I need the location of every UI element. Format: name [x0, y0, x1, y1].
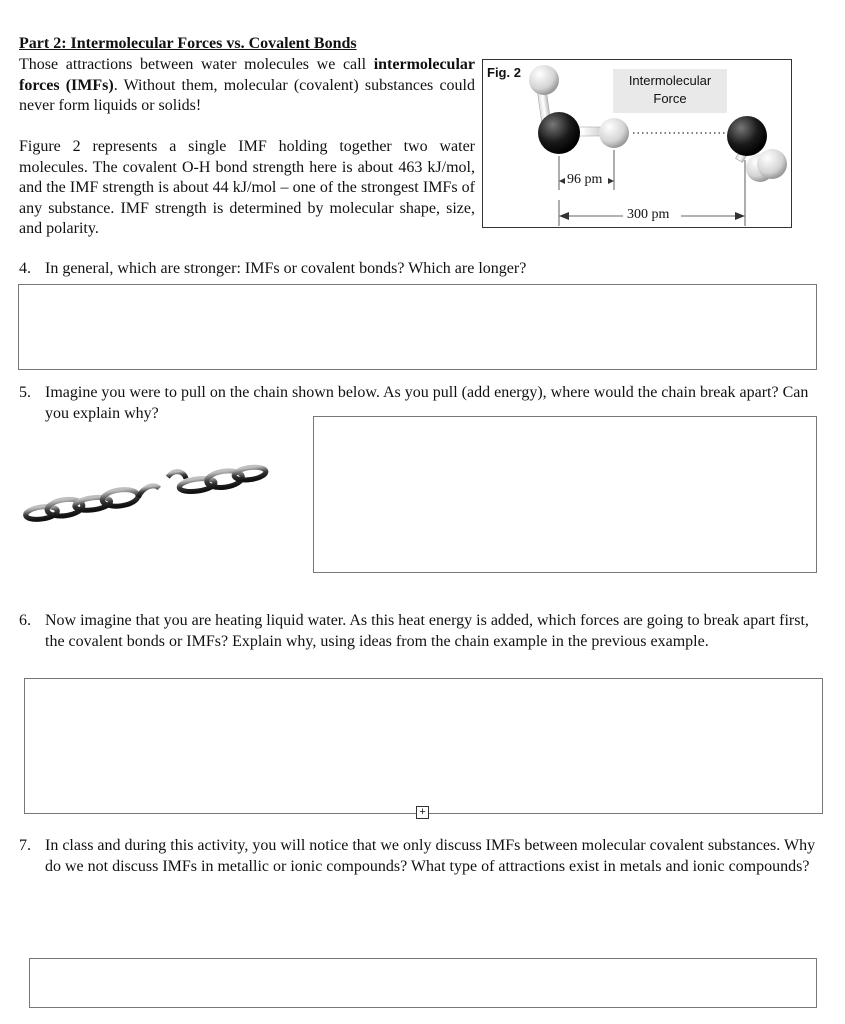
- intro-paragraph: [19, 55, 475, 117]
- arrow-right-icon: [608, 178, 614, 184]
- broken-link-right: [167, 471, 186, 482]
- question-number: 5.: [19, 384, 31, 401]
- move-anchor-icon[interactable]: +: [416, 806, 429, 819]
- arrow-300-right-icon: [735, 212, 745, 220]
- answer-box-q6[interactable]: [24, 678, 823, 814]
- question-number: 4.: [19, 260, 31, 277]
- chain-link: [233, 465, 266, 481]
- bond-length-label: 96 pm: [567, 172, 603, 187]
- answer-box-q4[interactable]: [18, 284, 817, 370]
- intro-text-end: . Without them, molecular (covalent) substances could never form liquids or solids!: [19, 76, 475, 114]
- distance-label: 300 pm: [627, 207, 670, 222]
- arrow-300-left-icon: [559, 212, 569, 220]
- broken-link-left: [137, 485, 160, 497]
- question-text: In class and during this activity, you will notice that we only discuss IMFs between molecular covalent substances. Why do we not discuss IMFs in metallic or ionic compounds? What type of attractions exist in metals and ionic compounds?: [45, 837, 816, 875]
- figure-description: Figure 2 represents a single IMF holding together two water molecules. The covalent O-H bond strength here is about 463 kJ/mol, and the IMF strength is about 44 kJ/mol – one of the strongest IMFs of any substance. IMF strength is determined by molecular shape, size, and polarity.: [19, 138, 475, 237]
- imf-label-line2: Force: [653, 91, 687, 106]
- answer-box-q5[interactable]: [313, 416, 817, 573]
- hydrogen-atom-2b: [757, 149, 787, 179]
- figure-label: Fig. 2: [487, 65, 521, 80]
- broken-chain-image: [20, 440, 276, 544]
- intro-text: Those attractions between water molecules we call: [19, 56, 374, 73]
- oxygen-atom: [538, 112, 580, 154]
- imf-term: intermolecular forces (IMFs): [19, 56, 475, 94]
- hydrogen-atom: [529, 65, 559, 95]
- arrow-left-icon: [559, 178, 565, 184]
- hydrogen-atom-bonded: [599, 118, 629, 148]
- question-text: In general, which are stronger: IMFs or covalent bonds? Which are longer?: [45, 260, 527, 277]
- part-title: Part 2: Intermolecular Forces vs. Covalent Bonds: [19, 35, 357, 52]
- question-text: Imagine you were to pull on the chain shown below. As you pull (add energy), where would the chain break apart? Can you explain why?: [45, 384, 809, 422]
- question-7: [19, 836, 819, 877]
- figure-2: [482, 59, 792, 228]
- oxygen-atom-2: [727, 116, 767, 156]
- imf-label-line1: Intermolecular: [628, 73, 712, 88]
- question-number: 6.: [19, 612, 31, 629]
- question-4: [19, 259, 819, 280]
- question-number: 7.: [19, 837, 31, 854]
- water-molecules-diagram: [483, 60, 791, 227]
- answer-box-q7[interactable]: [29, 958, 817, 1008]
- question-text: Now imagine that you are heating liquid water. As this heat energy is added, which forces are going to break apart first, the covalent bonds or IMFs? Explain why, using ideas from the chain example in the previous example.: [45, 612, 809, 650]
- question-6: [19, 611, 819, 652]
